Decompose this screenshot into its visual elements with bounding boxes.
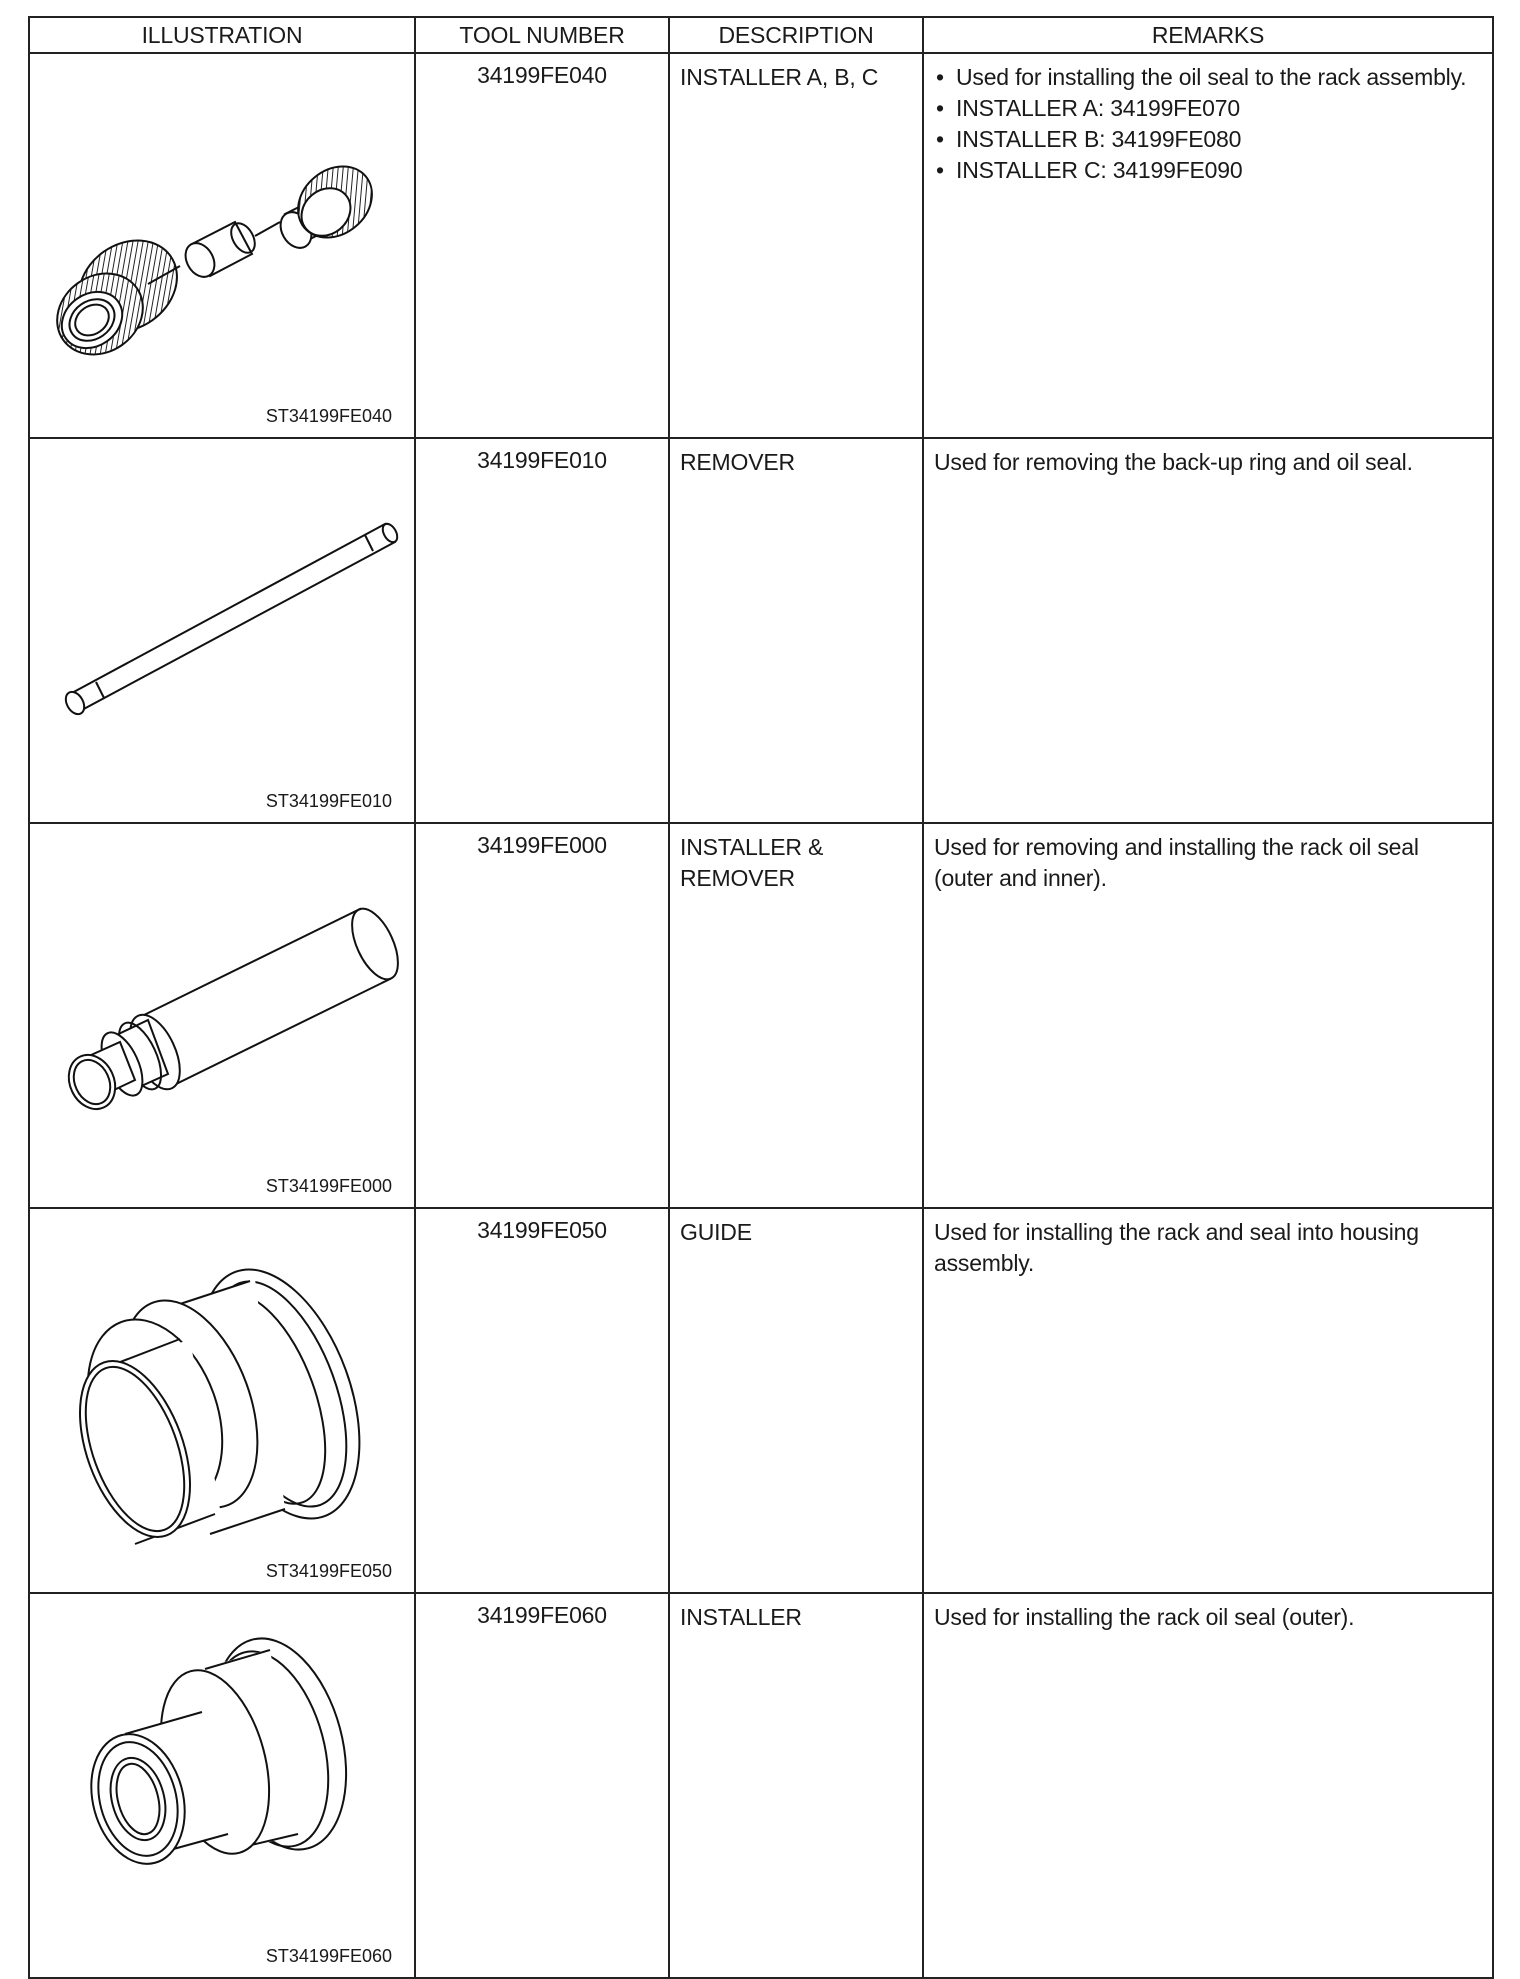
illustration-code: ST34199FE040: [265, 406, 392, 426]
remarks: Used for installing the rack and seal into housing assembly.: [923, 1208, 1493, 1593]
illustration-cell: [29, 1593, 415, 1978]
illustration-code: ST34199FE050: [265, 1561, 392, 1581]
remarks-list: [934, 62, 1482, 186]
guide-illustration: [30, 1209, 416, 1584]
table-row: [29, 1208, 1493, 1593]
table-row: [29, 1593, 1493, 1978]
remarks-item: • INSTALLER B: 34199FE080: [934, 124, 1482, 155]
remarks: Used for removing the back-up ring and oil seal.: [923, 438, 1493, 823]
tool-number: 34199FE010: [415, 438, 669, 823]
remarks: Used for installing the rack oil seal (outer).: [923, 1593, 1493, 1978]
remarks-item: • INSTALLER A: 34199FE070: [934, 93, 1482, 124]
header-tool-number: TOOL NUMBER: [415, 17, 669, 53]
illustration-code: ST34199FE000: [265, 1176, 392, 1196]
remarks: Used for removing and installing the rack oil seal (outer and inner).: [923, 823, 1493, 1208]
illustration-code: ST34199FE010: [265, 791, 392, 811]
installer-set-illustration: [30, 54, 416, 429]
table-header-row: [29, 17, 1493, 53]
table-row: [29, 823, 1493, 1208]
description: REMOVER: [669, 438, 923, 823]
tool-number: 34199FE060: [415, 1593, 669, 1978]
installer-remover-illustration: [30, 824, 416, 1199]
remover-rod-illustration: [30, 439, 416, 814]
illustration-cell: [29, 53, 415, 438]
header-remarks: REMARKS: [923, 17, 1493, 53]
tool-number: 34199FE000: [415, 823, 669, 1208]
remarks-item: • INSTALLER C: 34199FE090: [934, 155, 1482, 186]
remarks: [923, 53, 1493, 438]
special-tools-table: [28, 16, 1494, 1979]
description: INSTALLER & REMOVER: [669, 823, 923, 1208]
remarks-item: • Used for installing the oil seal to the rack assembly.: [934, 62, 1482, 93]
table-row: [29, 438, 1493, 823]
header-illustration: ILLUSTRATION: [29, 17, 415, 53]
illustration-code: ST34199FE060: [265, 1946, 392, 1966]
illustration-cell: [29, 1208, 415, 1593]
description: INSTALLER A, B, C: [669, 53, 923, 438]
description: GUIDE: [669, 1208, 923, 1593]
installer-outer-illustration: [30, 1594, 416, 1969]
tool-number: 34199FE050: [415, 1208, 669, 1593]
table-row: [29, 53, 1493, 438]
illustration-cell: [29, 438, 415, 823]
description: INSTALLER: [669, 1593, 923, 1978]
illustration-cell: [29, 823, 415, 1208]
header-description: DESCRIPTION: [669, 17, 923, 53]
tool-number: 34199FE040: [415, 53, 669, 438]
